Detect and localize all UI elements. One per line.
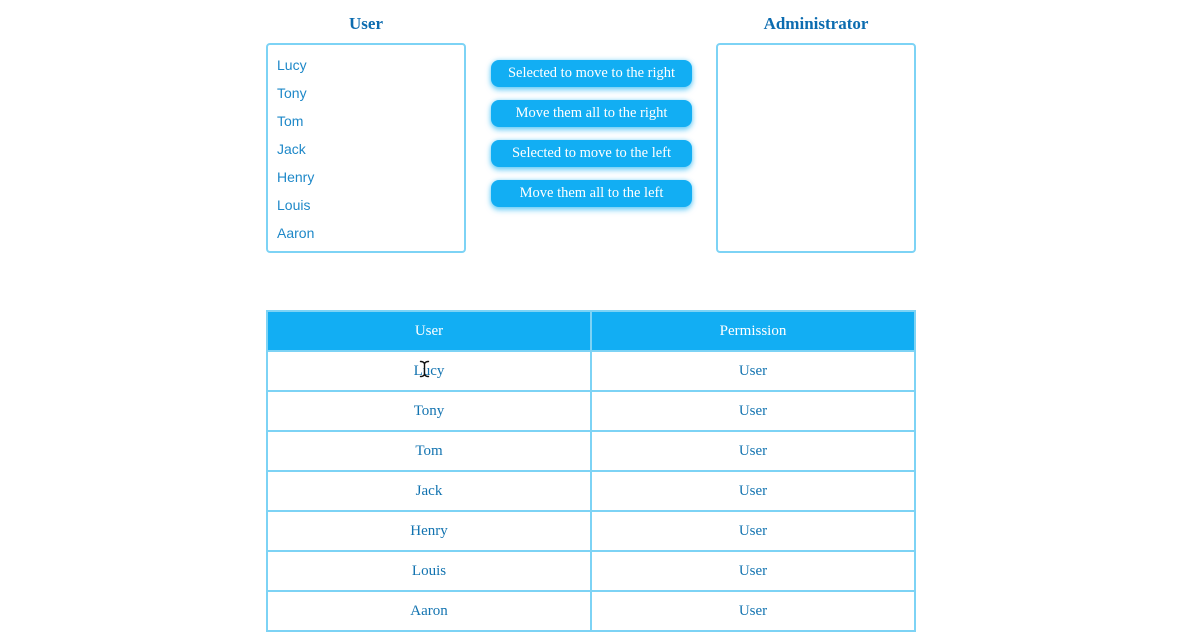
permissions-table-body <box>267 351 915 631</box>
user-cell: Henry <box>267 511 591 551</box>
user-list-item-aaron[interactable]: Aaron <box>277 225 315 241</box>
permission-cell: User <box>591 391 915 431</box>
table-row-jack <box>267 471 915 511</box>
column-header-user: User <box>267 311 591 351</box>
transfer-button-all-to-right[interactable]: Move them all to the right <box>491 100 692 127</box>
user-listbox[interactable] <box>266 43 466 253</box>
administrator-panel <box>716 14 916 253</box>
administrator-listbox[interactable] <box>716 43 916 253</box>
transfer-actions <box>491 60 692 207</box>
user-list-title: User <box>349 14 383 33</box>
user-panel <box>266 14 466 253</box>
permissions-table-head <box>267 311 915 351</box>
user-cell: Tom <box>267 431 591 471</box>
permission-cell: User <box>591 431 915 471</box>
table-header-row <box>267 311 915 351</box>
permission-cell: User <box>591 591 915 631</box>
transfer-button-all-to-left[interactable]: Move them all to the left <box>491 180 692 207</box>
table-row-henry <box>267 511 915 551</box>
table-row-tom <box>267 431 915 471</box>
table-row-tony <box>267 391 915 431</box>
user-list-item-louis[interactable]: Louis <box>277 197 311 213</box>
table-row-aaron <box>267 591 915 631</box>
user-list-item-tom[interactable]: Tom <box>277 113 304 129</box>
permission-cell: User <box>591 551 915 591</box>
user-cell: Aaron <box>267 591 591 631</box>
table-row-louis <box>267 551 915 591</box>
transfer-button-selected-to-left[interactable]: Selected to move to the left <box>491 140 692 167</box>
user-list-item-jack[interactable]: Jack <box>277 141 306 157</box>
administrator-list-title: Administrator <box>763 14 869 33</box>
permission-cell: User <box>591 511 915 551</box>
column-header-permission: Permission <box>591 311 915 351</box>
permissions-table <box>266 310 916 632</box>
permission-cell: User <box>591 351 915 391</box>
user-cell: Louis <box>267 551 591 591</box>
user-cell: Lucy <box>267 351 591 391</box>
user-list-item-henry[interactable]: Henry <box>277 169 315 185</box>
transfer-button-selected-to-right[interactable]: Selected to move to the right <box>491 60 692 87</box>
user-list-item-tony[interactable]: Tony <box>277 85 307 101</box>
user-cell: Jack <box>267 471 591 511</box>
table-row-lucy <box>267 351 915 391</box>
permission-cell: User <box>591 471 915 511</box>
user-list-item-lucy[interactable]: Lucy <box>277 57 307 73</box>
user-cell: Tony <box>267 391 591 431</box>
